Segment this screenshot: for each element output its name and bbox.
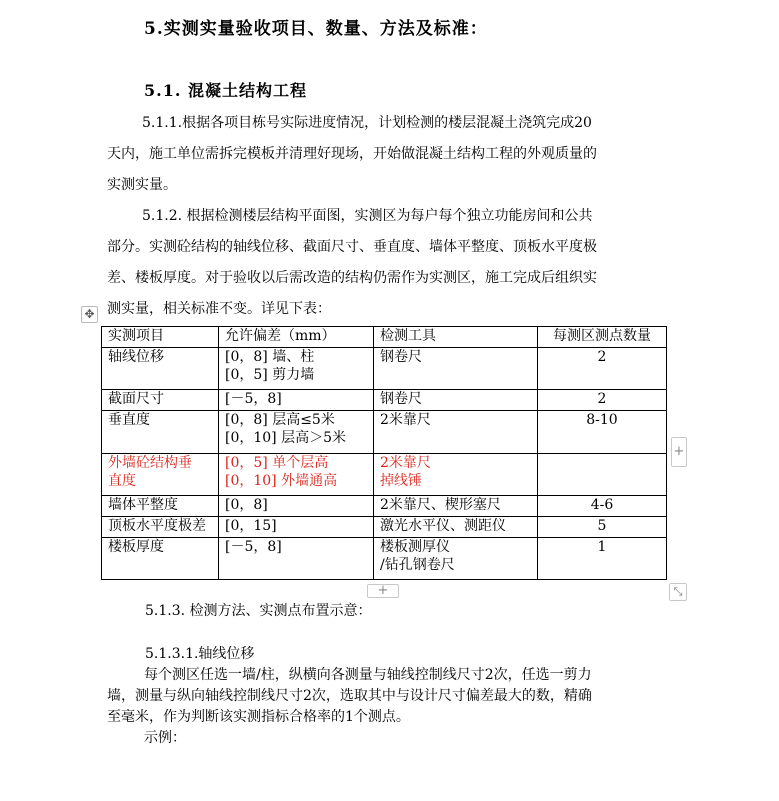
header-cell: 每测区测点数量 bbox=[538, 327, 667, 348]
paragraph-512-line4: 测实量，相关标准不变。详见下表： bbox=[107, 301, 331, 317]
cell-item: 顶板水平度极差 bbox=[102, 517, 219, 538]
cell-item: 轴线位移 bbox=[102, 348, 219, 390]
table-row bbox=[102, 496, 667, 517]
cell-count: 1 bbox=[538, 538, 667, 580]
header-cell: 检测工具 bbox=[374, 327, 538, 348]
paragraph-512-line3: 差、楼板厚度。对于验收以后需改造的结构仍需作为实测区，施工完成后组织实 bbox=[107, 270, 597, 286]
table-resize-handle-icon[interactable]: ⤡ bbox=[669, 583, 687, 601]
cell-tool: 钢卷尺 bbox=[374, 348, 538, 390]
cell-tolerance: [0，8] 层高≤5米 [0，10] 层高＞5米 bbox=[219, 411, 374, 454]
cell-tolerance: [0，15] bbox=[219, 517, 374, 538]
paragraph-511-line3: 实测实量。 bbox=[107, 177, 177, 193]
table-row bbox=[102, 538, 667, 580]
paragraph-512-line2: 部分。实测砼结构的轴线位移、截面尺寸、垂直度、墙体平整度、顶板水平度极 bbox=[107, 239, 597, 255]
cell-tool: 激光水平仪、测距仪 bbox=[374, 517, 538, 538]
cell-tool: 楼板测厚仪 /钻孔钢卷尺 bbox=[374, 538, 538, 580]
table-row bbox=[102, 411, 667, 454]
cell-item: 墙体平整度 bbox=[102, 496, 219, 517]
cell-item: 楼板厚度 bbox=[102, 538, 219, 580]
cell-tool: 钢卷尺 bbox=[374, 390, 538, 411]
table-move-handle-icon[interactable]: ✥ bbox=[81, 306, 98, 323]
cell-count: 4-6 bbox=[538, 496, 667, 517]
paragraph-5131-line2: 墙，测量与纵向轴线控制线尺寸2次，选取其中与设计尺寸偏差最大的数，精确 bbox=[107, 688, 592, 704]
paragraph-5131-title: 5.1.3.1.轴线位移 bbox=[145, 646, 255, 662]
cell-count: 8-10 bbox=[538, 411, 667, 454]
header-cell: 允许偏差（mm） bbox=[219, 327, 374, 348]
table-row bbox=[102, 348, 667, 390]
cell-tool: 2米靠尺 掉线锤 bbox=[374, 454, 538, 496]
paragraph-5131-line1: 每个测区任选一墙/柱，纵横向各测量与轴线控制线尺寸2次，任选一剪力 bbox=[144, 667, 592, 683]
cell-item: 截面尺寸 bbox=[102, 390, 219, 411]
cell-tolerance: [0，8] bbox=[219, 496, 374, 517]
paragraph-513: 5.1.3. 检测方法、实测点布置示意： bbox=[145, 603, 372, 619]
cell-tolerance: [－5，8] bbox=[219, 390, 374, 411]
cell-tool: 2米靠尺 bbox=[374, 411, 538, 454]
subsection-heading: 5.1. 混凝土结构工程 bbox=[144, 81, 307, 100]
cell-tolerance: [－5，8] bbox=[219, 538, 374, 580]
paragraph-511-line1: 5.1.1.根据各项目栋号实际进度情况，计划检测的楼层混凝土浇筑完成20 bbox=[142, 115, 592, 131]
cell-tool: 2米靠尺、楔形塞尺 bbox=[374, 496, 538, 517]
cell-tolerance: [0，8] 墙、柱 [0，5] 剪力墙 bbox=[219, 348, 374, 390]
add-column-button[interactable]: + bbox=[671, 437, 687, 467]
add-row-button[interactable]: + bbox=[367, 584, 399, 598]
table-row bbox=[102, 517, 667, 538]
cell-tolerance: [0，5] 单个层高 [0，10] 外墙通高 bbox=[219, 454, 374, 496]
header-cell: 实测项目 bbox=[102, 327, 219, 348]
paragraph-5131-line3: 至毫米，作为判断该实测指标合格率的1个测点。 bbox=[107, 709, 410, 725]
table-row bbox=[102, 390, 667, 411]
inspection-table bbox=[101, 326, 667, 580]
cell-count bbox=[538, 454, 667, 496]
paragraph-512-line1: 5.1.2. 根据检测楼层结构平面图，实测区为每户每个独立功能房间和公共 bbox=[142, 208, 593, 224]
table-header-row bbox=[102, 327, 667, 348]
table-row-highlighted bbox=[102, 454, 667, 496]
cell-count: 2 bbox=[538, 348, 667, 390]
cell-item: 垂直度 bbox=[102, 411, 219, 454]
paragraph-5131-line4: 示例： bbox=[144, 730, 186, 746]
cell-count: 5 bbox=[538, 517, 667, 538]
paragraph-511-line2: 天内，施工单位需拆完模板并清理好现场，开始做混凝土结构工程的外观质量的 bbox=[107, 146, 597, 162]
section-heading: 5.实测实量验收项目、数量、方法及标准： bbox=[144, 19, 488, 39]
cell-count: 2 bbox=[538, 390, 667, 411]
cell-item: 外墙砼结构垂 直度 bbox=[102, 454, 219, 496]
